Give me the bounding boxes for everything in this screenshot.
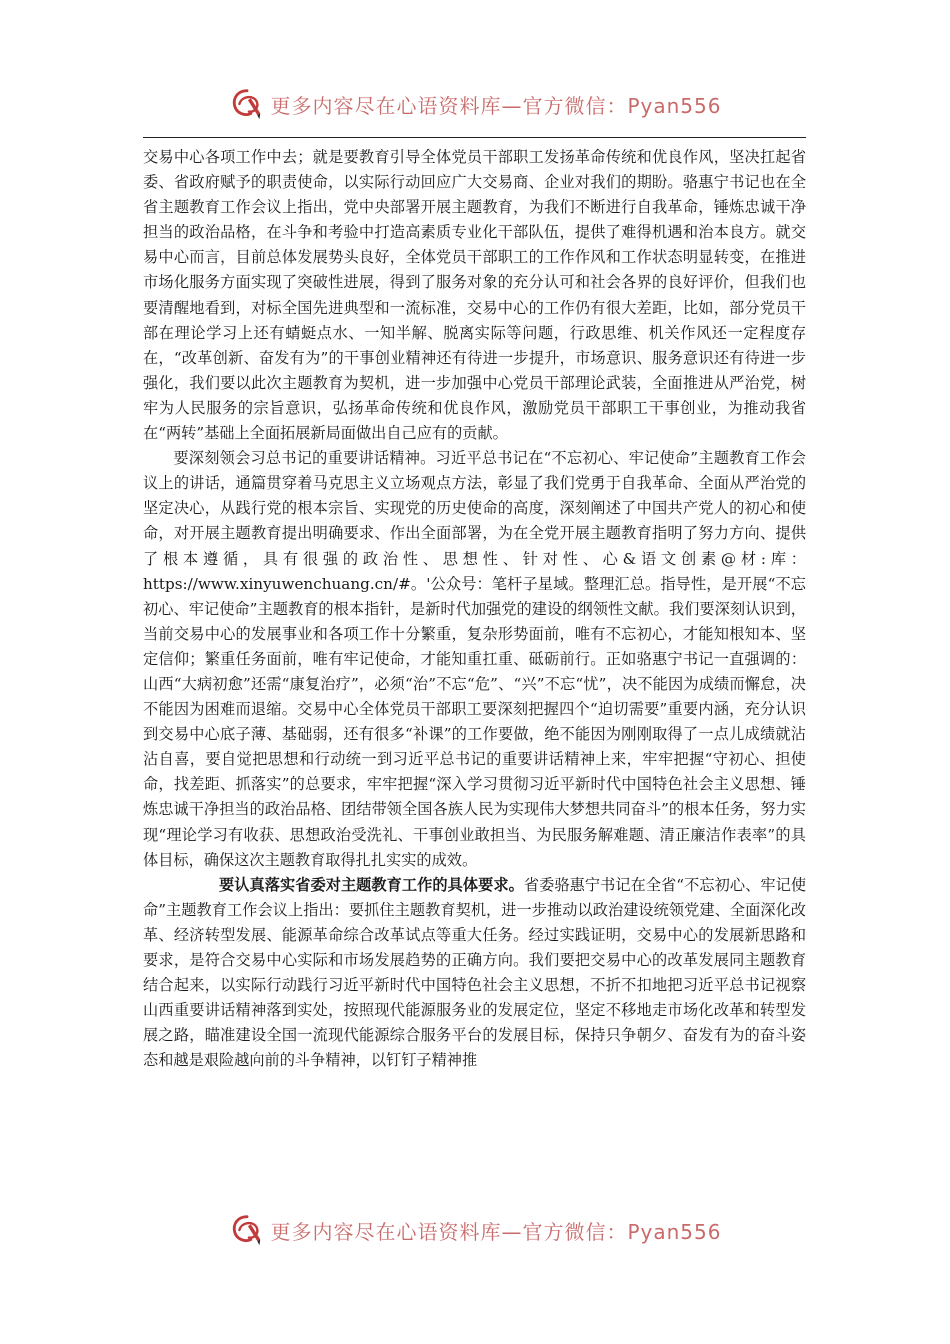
pen-swirl-icon — [228, 85, 266, 123]
paragraph-3 — [143, 873, 806, 1074]
header-banner — [0, 82, 950, 126]
paragraph-2: 要深刻领会习总书记的重要讲话精神。习近平总书记在“不忘初心、牢记使命”主题教育工作会议上的讲话，通篇贯穿着马克思主义立场观点方法，彰显了我们党勇于自我革命、全面从严治党的坚定决心，从践行党的根本宗旨、实现党的历史使命的高度，深刻阐述了中国共产党人的初心和使命，对开展主题教育提出明确要求、作出全面部署，为在全党开展主题教育指明了努力方向、提供了根本遵循，具有很强的政治性、思想性、针对性、心&语文创素@材:库：https://www.xinyuwenchuang.cn/#。'公众号：笔杆子星域。整理汇总。指导性，是开展“不忘初心、牢记使命”主题教育的根本指针，是新时代加强党的建设的纲领性文献。我们要深刻认识到，当前交易中心的发展事业和各项工作十分繁重，复杂形势面前，唯有不忘初心，才能知根知本、坚定信仰；繁重任务面前，唯有牢记使命，才能知重扛重、砥砺前行。正如骆惠宁书记一直强调的：山西“大病初愈”还需“康复治疗”，必须“治”不忘“危”、“兴”不忘“忧”，决不能因为成绩而懈怠，决不能因为困难而退缩。交易中心全体党员干部职工要深刻把握四个“迫切需要”重要内涵，充分认识到交易中心底子薄、基础弱，还有很多“补课”的工作要做，绝不能因为刚刚取得了一点儿成绩就沾沾自喜，要自觉把思想和行动统一到习近平总书记的重要讲话精神上来，牢牢把握“守初心、担使命，找差距、抓落实”的总要求，牢牢把握“深入学习贯彻习近平新时代中国特色社会主义思想、锤炼忠诚干净担当的政治品格、团结带领全国各族人民为实现伟大梦想共同奋斗”的根本任务，努力实现“理论学习有收获、思想政治受洗礼、干事创业敢担当、为民服务解难题、清正廉洁作表率”的具体目标，确保这次主题教育取得扎扎实实的成效。 — [143, 449, 806, 869]
pen-swirl-icon — [228, 1211, 266, 1249]
paragraph-3-heading: 要认真落实省委对主题教育工作的具体要求。 — [219, 875, 524, 894]
header-banner-text: 更多内容尽在心语资料库—官方微信：Pyan556 — [270, 93, 722, 118]
paragraph-3-text: 省委骆惠宁书记在全省“不忘初心、牢记使命”主题教育工作会议上指出：要抓住主题教育契机，进一步推动以政治建设统领党建、全面深化改革、经济转型发展、能源革命综合改革试点等重大任务。经过实践证明，交易中心的发展新思路和要求，是符合交易中心实际和市场发展趋势的正确方向。我们要把交易中心的改革发展同主题教育结合起来，以实际行动践行习近平新时代中国特色社会主义思想，不折不扣地把习近平总书记视察山西重要讲话精神落到实处，按照现代能源服务业的发展定位，坚定不移地走市场化改革和转型发展之路，瞄准建设全国一流现代能源综合服务平台的发展目标，保持只争朝夕、奋发有为的奋斗姿态和越是艰险越向前的斗争精神，以钉钉子精神推 — [143, 875, 807, 1070]
document-body — [143, 145, 806, 1073]
header-rule — [143, 137, 806, 138]
footer-banner — [0, 1208, 950, 1252]
paragraph-1: 交易中心各项工作中去；就是要教育引导全体党员干部职工发扬革命传统和优良作风，坚决扛起省委、省政府赋予的职责使命，以实际行动回应广大交易商、企业对我们的期盼。骆惠宁书记也在全省主题教育工作会议上指出，党中央部署开展主题教育，为我们不断进行自我革命，锤炼忠诚干净担当的政治品格，在斗争和考验中打造高素质专业化干部队伍，提供了难得机遇和治本良方。就交易中心而言，目前总体发展势头良好，全体党员干部职工的工作作风和工作状态明显转变，在推进市场化服务方面实现了突破性进展，得到了服务对象的充分认可和社会各界的良好评价，但我们也要清醒地看到，对标全国先进典型和一流标准，交易中心的工作仍有很大差距，比如，部分党员干部在理论学习上还有蜻蜓点水、一知半解、脱离实际等问题，行政思维、机关作风还一定程度存在，“改革创新、奋发有为”的干事创业精神还有待进一步提升，市场意识、服务意识还有待进一步强化，我们要以此次主题教育为契机，进一步加强中心党员干部理论武装，全面推进从严治党，树牢为人民服务的宗旨意识，弘扬革命传统和优良作风，激励党员干部职工干事创业，为推动我省在“两转”基础上全面拓展新局面做出自己应有的贡献。 — [143, 148, 806, 443]
footer-banner-text: 更多内容尽在心语资料库—官方微信：Pyan556 — [270, 1219, 722, 1244]
